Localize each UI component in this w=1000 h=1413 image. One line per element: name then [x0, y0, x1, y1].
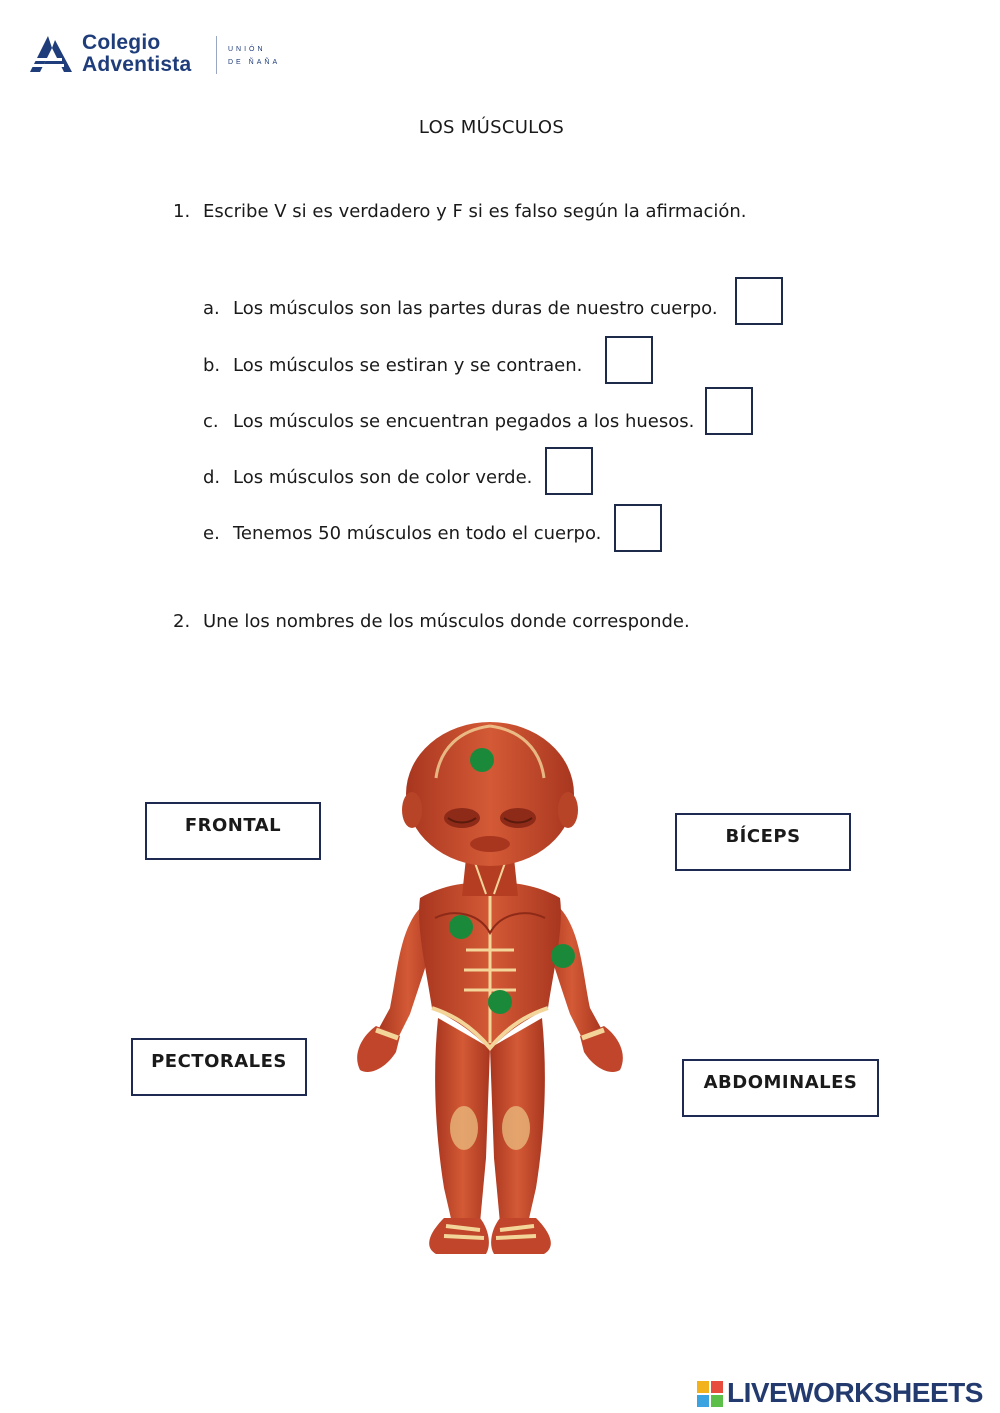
target-dot-pectorales[interactable] [447, 913, 475, 941]
logo-line-1: Colegio [82, 31, 161, 54]
liveworksheets-logo-icon [697, 1381, 723, 1407]
answer-box-b[interactable] [605, 336, 653, 384]
answer-box-d[interactable] [545, 447, 593, 495]
label-biceps[interactable]: BÍCEPS [675, 813, 851, 871]
label-pectorales[interactable]: PECTORALES [131, 1038, 307, 1096]
statement-text: Tenemos 50 músculos en todo el cuerpo. [233, 523, 602, 544]
answer-box-c[interactable] [705, 387, 753, 435]
statement-text: Los músculos son las partes duras de nuestro cuerpo. [233, 298, 718, 319]
logo-line-2: Adventista [82, 53, 192, 76]
target-dot-abdominales[interactable] [486, 988, 514, 1016]
logo-divider [216, 36, 217, 74]
statement-letter: d. [203, 467, 221, 488]
answer-box-a[interactable] [735, 277, 783, 325]
statement-c [203, 411, 694, 432]
logo-sub-line-2: DE ÑAÑA [228, 59, 281, 66]
statement-letter: e. [203, 523, 220, 544]
logo-sub-line-1: UNIÓN [228, 46, 266, 53]
question-2-number: 2. [173, 611, 191, 632]
statement-text: Los músculos se encuentran pegados a los huesos. [233, 411, 695, 432]
target-dot-biceps[interactable] [549, 942, 577, 970]
question-1 [173, 201, 747, 222]
target-dot-frontal[interactable] [468, 746, 496, 774]
label-frontal[interactable]: FRONTAL [145, 802, 321, 860]
question-1-number: 1. [173, 201, 191, 222]
statement-letter: b. [203, 355, 221, 376]
page-title: LOS MÚSCULOS [418, 117, 565, 138]
question-2 [173, 611, 690, 632]
liveworksheets-brand: LIVEWORKSHEETS [727, 1377, 983, 1408]
question-2-text: Une los nombres de los músculos donde corresponde. [203, 611, 690, 632]
logo-subtitle [228, 43, 280, 69]
label-abdominales[interactable]: ABDOMINALES [682, 1059, 879, 1117]
statement-a [203, 298, 718, 319]
statement-e [203, 523, 601, 544]
statement-text: Los músculos son de color verde. [233, 467, 533, 488]
school-logo-icon [28, 34, 72, 74]
statement-text: Los músculos se estiran y se contraen. [233, 355, 583, 376]
statement-b [203, 355, 582, 376]
question-1-text: Escribe V si es verdadero y F si es falso según la afirmación. [203, 201, 747, 222]
answer-box-e[interactable] [614, 504, 662, 552]
statement-letter: a. [203, 298, 220, 319]
statement-d [203, 467, 532, 488]
statement-letter: c. [203, 411, 219, 432]
school-logo-text [82, 32, 191, 76]
